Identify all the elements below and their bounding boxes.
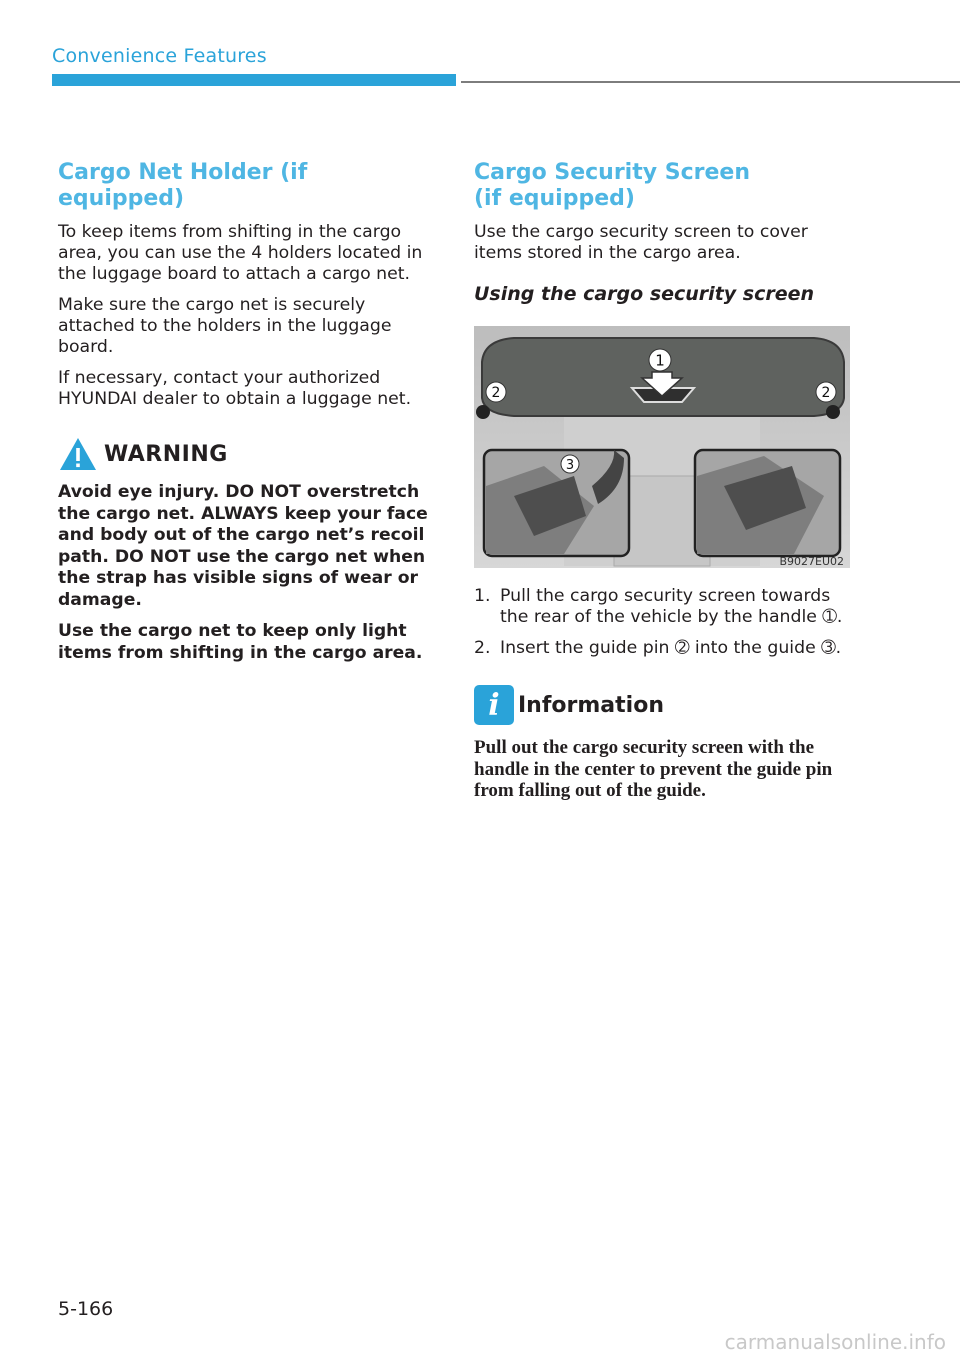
cargo-screen-illustration xyxy=(474,326,850,568)
warning-triangle-icon xyxy=(58,436,98,472)
information-header xyxy=(474,685,852,725)
step-number: 2. xyxy=(474,638,491,658)
steps-list xyxy=(474,586,852,659)
header-accent-bar xyxy=(52,74,456,86)
list-item xyxy=(474,586,852,628)
warning-title: WARNING xyxy=(104,441,228,467)
step-number: 1. xyxy=(474,586,491,606)
warning-header xyxy=(58,436,438,472)
paragraph: To keep items from shifting in the cargo area, you can use the 4 holders located in the luggage board to attach a cargo net. xyxy=(58,222,423,284)
callout-2-right: 2 xyxy=(821,385,831,401)
warning-text: Avoid eye injury. DO NOT overstretch the cargo net. ALWAYS keep your face and body out of the cargo net’s recoil path. DO NOT use the cargo net when the strap has visible signs of wear or damage. xyxy=(58,482,428,610)
step-text: Pull the cargo security screen towards the rear of the vehicle by the handle ➀. xyxy=(500,586,843,627)
title-line-2: (if equipped) xyxy=(474,186,635,211)
callout-3: 3 xyxy=(565,458,575,473)
step-text: Insert the guide pin ➁ into the guide ➂. xyxy=(500,638,842,658)
warning-text: Use the cargo net to keep only light items from shifting in the cargo area. xyxy=(58,621,423,663)
paragraph: Make sure the cargo net is securely attached to the holders in the luggage board. xyxy=(58,295,392,357)
information-title: Information xyxy=(518,692,664,718)
left-column xyxy=(58,160,438,674)
callout-1: 1 xyxy=(655,351,665,370)
section-title-cargo-net: Cargo Net Holder (if equipped) xyxy=(58,160,308,211)
section-title-cargo-screen xyxy=(474,160,852,212)
watermark: carmanualsonline.info xyxy=(724,1330,946,1354)
page-header-title: Convenience Features xyxy=(52,45,267,67)
subsection-title: Using the cargo security screen xyxy=(474,283,815,305)
paragraph: If necessary, contact your authorized HYUNDAI dealer to obtain a luggage net. xyxy=(58,368,412,409)
information-icon: i xyxy=(474,685,514,725)
figure-code: B9027EU02 xyxy=(779,555,844,568)
title-line-1: Cargo Security Screen xyxy=(474,160,750,185)
information-text: Pull out the cargo security screen with the handle in the center to prevent the guide pin from falling out of the guide. xyxy=(474,737,833,801)
header-rule xyxy=(461,81,960,83)
right-column xyxy=(474,160,852,802)
paragraph: Use the cargo security screen to cover items stored in the cargo area. xyxy=(474,222,808,263)
callout-2-left: 2 xyxy=(491,385,501,401)
list-item xyxy=(474,638,852,659)
page-number: 5-166 xyxy=(58,1298,114,1320)
